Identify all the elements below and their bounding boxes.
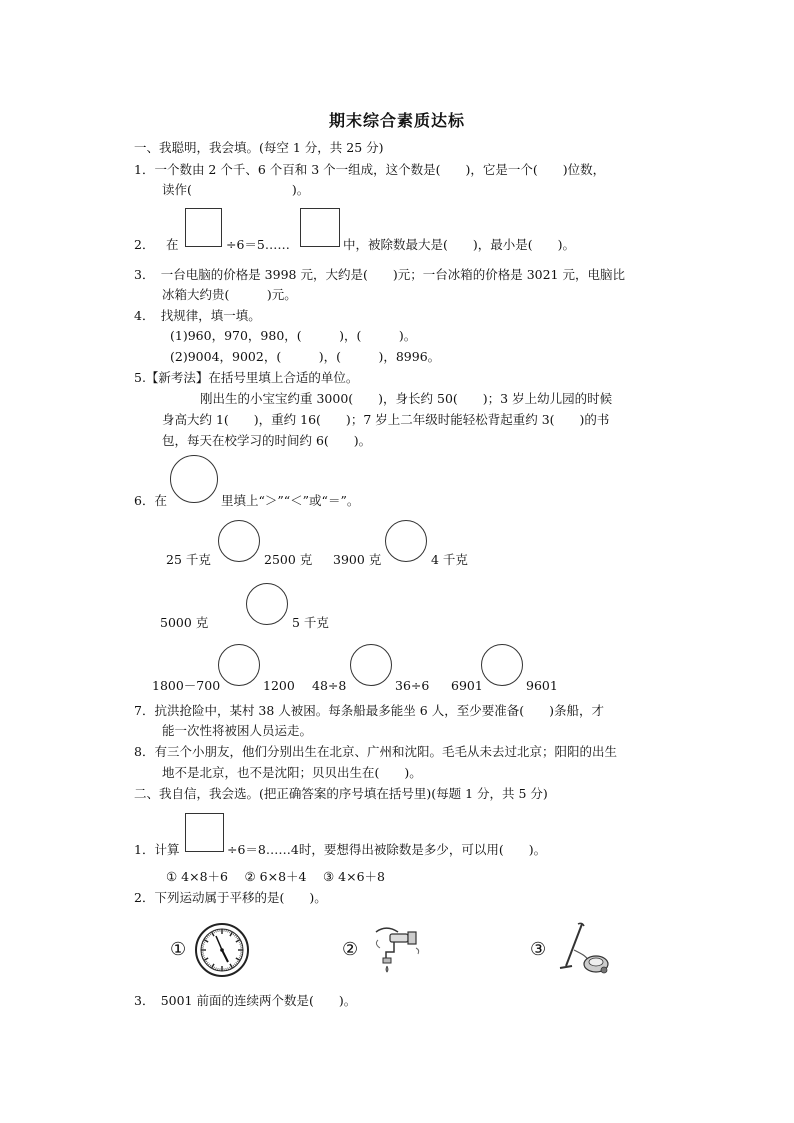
q4-part-b: (2)9004，9002，( )，( )，8996。 — [170, 349, 441, 364]
s2-q1-options: ① 4×8＋6 ② 6×8＋4 ③ 4×6＋8 — [166, 869, 385, 884]
s2-q1-box[interactable] — [185, 813, 224, 852]
s2-q2-option1-label: ① — [170, 939, 187, 960]
q6-item6-circle[interactable] — [481, 644, 523, 686]
s2-q1-post: ÷6＝8……4时，要想得出被除数是多少，可以用( )。 — [227, 842, 547, 857]
q6-item4-right: 1200 — [263, 678, 295, 693]
q1-line2: 读作( )。 — [162, 182, 310, 197]
q6-item6-left: 6901 — [451, 678, 483, 693]
s2-q1-pre: 1．计算 — [134, 842, 180, 857]
q5-line2: 身高大约 1( )，重约 16( )；7 岁上二年级时能轻松背起重约 3( )的书 — [162, 412, 610, 427]
q6-item2-right: 4 千克 — [431, 552, 468, 567]
q2-mid: ÷6＝5…… — [226, 237, 290, 252]
q2-post: 中，被除数最大是( )，最小是( )。 — [343, 237, 576, 252]
q6-item5-right: 36÷6 — [395, 678, 430, 693]
q8-line1: 8．有三个小朋友，他们分别出生在北京、广州和沈阳。毛毛从未去过北京；阳阳的出生 — [134, 744, 617, 759]
vacuum-cleaner-icon — [556, 920, 612, 978]
q6-item3-left: 5000 克 — [160, 615, 209, 630]
q6-item4-left: 1800－700 — [152, 678, 221, 693]
q6-item5-circle[interactable] — [350, 644, 392, 686]
q5-line1: 刚出生的小宝宝约重 3000( )，身长约 50( )；3 岁上幼儿园的时候 — [200, 391, 613, 406]
q4-part-a: (1)960，970，980，( )，( )。 — [170, 328, 417, 343]
q3-line2: 冰箱大约贵( )元。 — [162, 287, 297, 302]
q6-item2-circle[interactable] — [385, 520, 427, 562]
q5-heading: 5.【新考法】在括号里填上合适的单位。 — [134, 370, 359, 385]
q6-item1-right: 2500 克 — [264, 552, 313, 567]
q7-line2: 能一次性将被困人员运走。 — [162, 723, 313, 738]
q6-item1-left: 25 千克 — [166, 552, 211, 567]
q2-pre: 在 — [166, 237, 179, 252]
s2-q2-option3-label: ③ — [530, 939, 547, 960]
page-title: 期末综合素质达标 — [328, 111, 465, 130]
q3-line1: 3． 一台电脑的价格是 3998 元，大约是( )元；一台冰箱的价格是 3021 元，电脑比 — [134, 267, 625, 282]
q7-line1: 7．抗洪抢险中，某村 38 人被困。每条船最多能坐 6 人，至少要准备( )条船，才 — [134, 703, 604, 718]
clock-icon — [194, 922, 250, 978]
q6-item5-left: 48÷8 — [312, 678, 347, 693]
q2-box-dividend[interactable] — [185, 208, 222, 247]
q6-number: 6．在 — [134, 493, 167, 508]
s2-q2-text: 2．下列运动属于平移的是( )。 — [134, 890, 327, 905]
section1-heading: 一、我聪明，我会填。(每空 1 分，共 25 分) — [134, 140, 384, 155]
faucet-icon — [370, 922, 422, 978]
q6-item3-right: 5 千克 — [292, 615, 329, 630]
q6-instruction: 里填上“＞”“＜”或“＝”。 — [221, 493, 360, 508]
q6-item2-left: 3900 克 — [333, 552, 382, 567]
q6-example-circle — [170, 455, 218, 503]
q6-item1-circle[interactable] — [218, 520, 260, 562]
q6-item3-circle[interactable] — [246, 583, 288, 625]
q6-item6-right: 9601 — [526, 678, 558, 693]
q5-line3: 包，每天在校学习的时间约 6( )。 — [162, 433, 372, 448]
q6-item4-circle[interactable] — [218, 644, 260, 686]
q1-line1: 1．一个数由 2 个千、6 个百和 3 个一组成，这个数是( )，它是一个( )位数， — [134, 162, 606, 177]
q2-box-remainder[interactable] — [300, 208, 340, 247]
section2-heading: 二、我自信，我会选。(把正确答案的序号填在括号里)(每题 1 分，共 5 分) — [134, 786, 548, 801]
q4-heading: 4． 找规律，填一填。 — [134, 308, 261, 323]
s2-q2-option2-label: ② — [342, 939, 359, 960]
s2-q3-text: 3． 5001 前面的连续两个数是( )。 — [134, 993, 357, 1008]
q2-number: 2． — [134, 237, 155, 252]
q8-line2: 地不是北京，也不是沈阳；贝贝出生在( )。 — [162, 765, 422, 780]
